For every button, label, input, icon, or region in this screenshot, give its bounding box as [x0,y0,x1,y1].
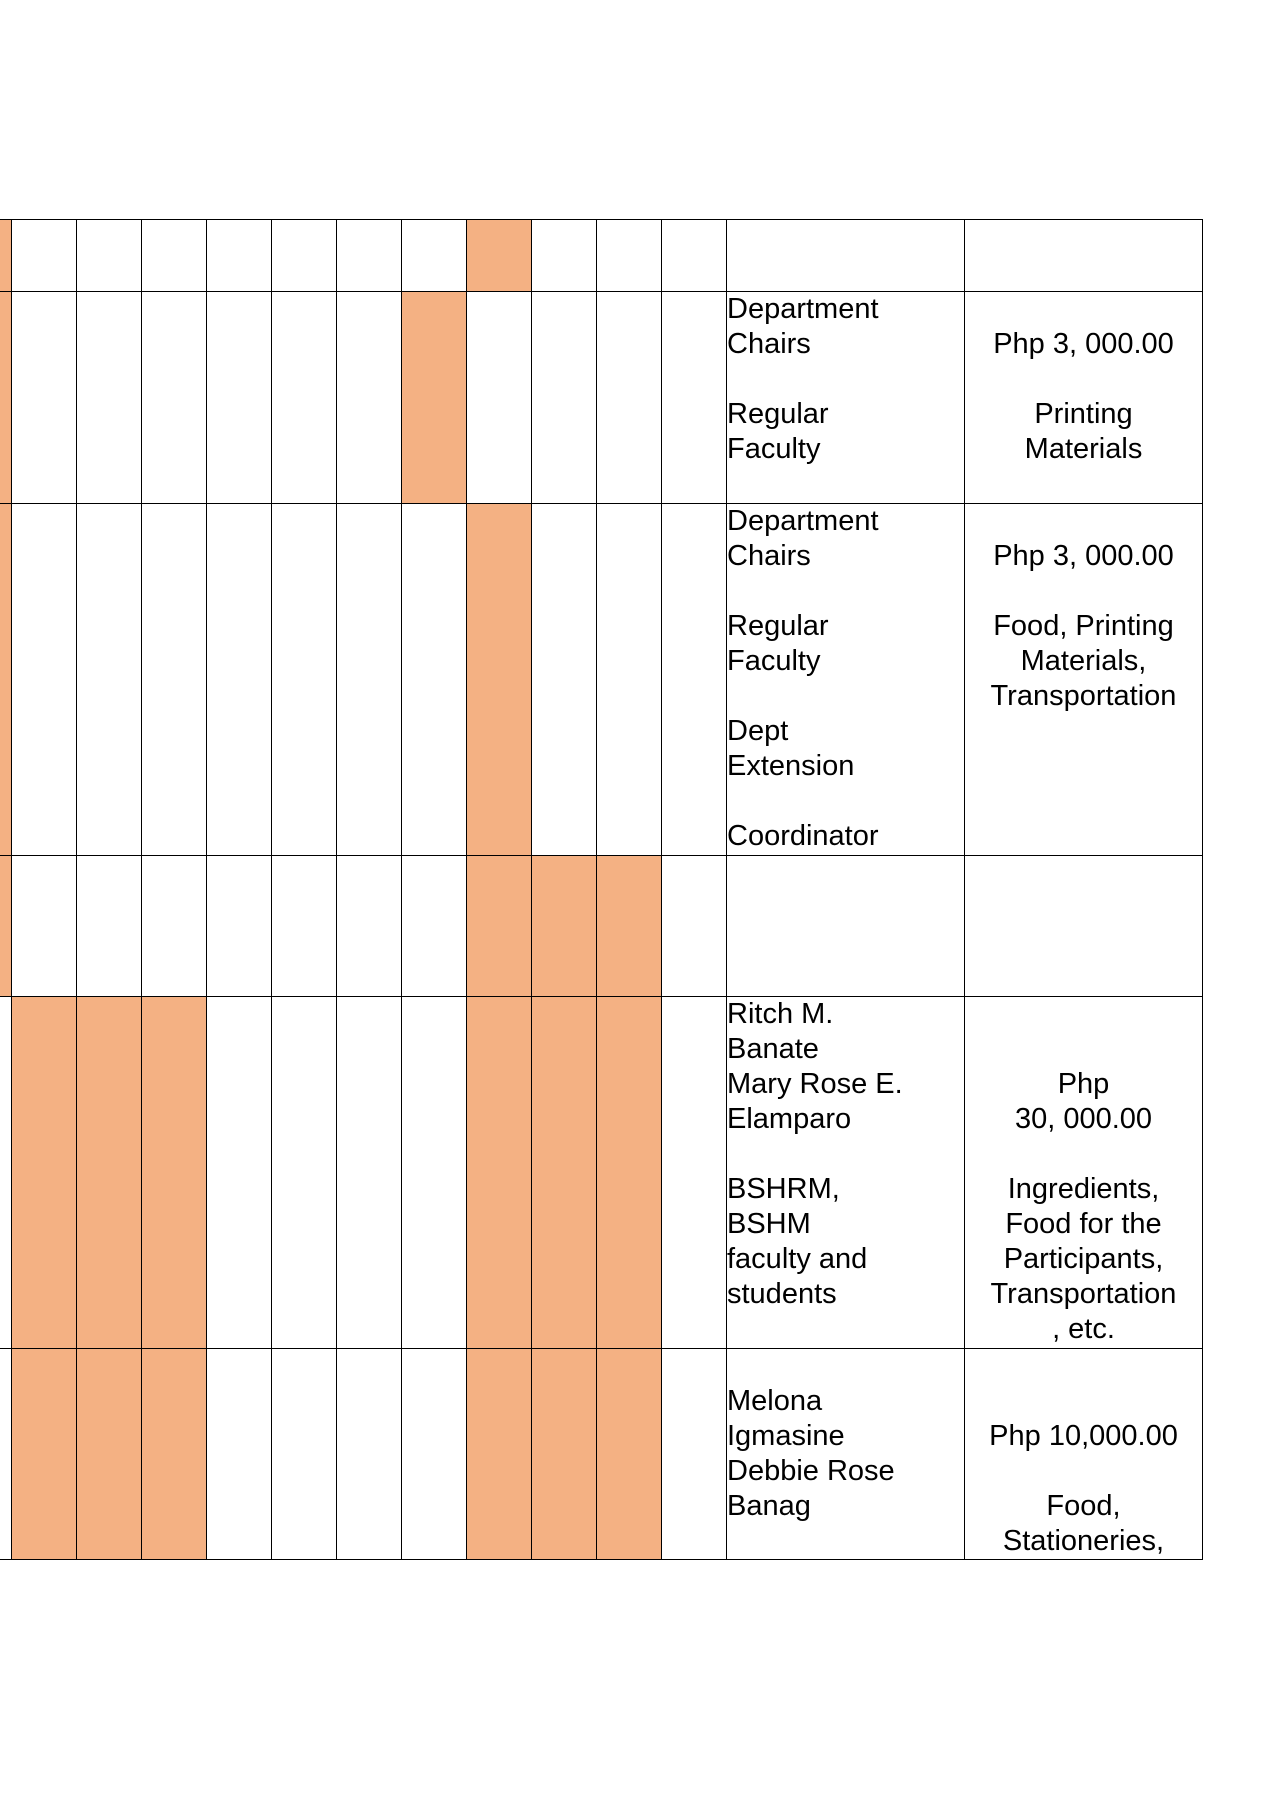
timeline-cell-shaded [532,997,597,1349]
timeline-cell [142,504,207,856]
timeline-cell-shaded [142,997,207,1349]
timeline-cell [77,292,142,504]
timeline-cell [207,997,272,1349]
timeline-cell-shaded [0,292,12,504]
timeline-cell-shaded [532,1349,597,1560]
timeline-cell [532,504,597,856]
timeline-cell [272,1349,337,1560]
timeline-cell-shaded [0,504,12,856]
budget-cell [965,856,1203,997]
timeline-cell [142,292,207,504]
persons-responsible-cell [727,220,965,292]
timeline-cell [12,856,77,997]
timeline-cell [532,292,597,504]
timeline-cell [402,1349,467,1560]
budget-cell [965,220,1203,292]
timeline-cell [402,220,467,292]
timeline-cell [272,220,337,292]
timeline-cell-shaded [12,997,77,1349]
timeline-cell-shaded [77,1349,142,1560]
timeline-cell-shaded [12,1349,77,1560]
budget-cell: Php 10,000.00 Food, Stationeries, [965,1349,1203,1560]
timeline-cell [272,997,337,1349]
table-row [0,220,1203,292]
persons-responsible-cell [727,856,965,997]
timeline-cell-shaded [467,856,532,997]
persons-responsible-cell: Melona Igmasine Debbie Rose Banag [727,1349,965,1560]
budget-cell: Php 3, 000.00 Food, Printing Materials, Transportation [965,504,1203,856]
timeline-cell [597,292,662,504]
timeline-cell [77,856,142,997]
timeline-cell [12,220,77,292]
timeline-cell-shaded [142,1349,207,1560]
timeline-cell [337,504,402,856]
timeline-cell-shaded [597,856,662,997]
timeline-cell [337,1349,402,1560]
table-row [0,1349,1203,1560]
timeline-cell-shaded [597,1349,662,1560]
timeline-cell [337,997,402,1349]
timeline-cell [337,220,402,292]
persons-responsible-cell: Ritch M. Banate Mary Rose E. Elamparo BSHRM, BSHM faculty and students [727,997,965,1349]
timeline-cell [662,292,727,504]
activity-schedule-table [0,219,1203,1560]
timeline-cell-shaded [467,220,532,292]
timeline-cell [207,292,272,504]
timeline-cell [207,856,272,997]
timeline-cell [272,504,337,856]
timeline-cell-shaded [532,856,597,997]
timeline-cell [272,292,337,504]
timeline-cell [337,856,402,997]
timeline-cell [337,292,402,504]
timeline-cell-shaded [0,856,12,997]
budget-cell: Php 3, 000.00 Printing Materials [965,292,1203,504]
timeline-cell [142,220,207,292]
timeline-cell [597,504,662,856]
timeline-cell [207,504,272,856]
timeline-cell [77,220,142,292]
timeline-cell-shaded [77,997,142,1349]
timeline-cell [662,220,727,292]
table-row [0,292,1203,504]
timeline-cell [272,856,337,997]
timeline-cell [532,220,597,292]
timeline-cell-shaded [467,1349,532,1560]
timeline-cell-shaded [402,292,467,504]
timeline-cell-shaded [0,220,12,292]
budget-cell: Php 30, 000.00 Ingredients, Food for the Participants, Transportation , etc. [965,997,1203,1349]
timeline-cell [207,1349,272,1560]
timeline-cell [142,856,207,997]
table-row [0,997,1203,1349]
persons-responsible-cell: Department Chairs Regular Faculty [727,292,965,504]
timeline-cell-shaded [467,997,532,1349]
timeline-cell [662,1349,727,1560]
timeline-cell [467,292,532,504]
timeline-cell-shaded [597,997,662,1349]
persons-responsible-cell: Department Chairs Regular Faculty Dept Extension Coordinator [727,504,965,856]
timeline-cell [597,220,662,292]
timeline-cell [402,997,467,1349]
timeline-cell [0,1349,12,1560]
timeline-cell [662,997,727,1349]
timeline-cell [77,504,142,856]
timeline-cell [12,504,77,856]
timeline-cell [662,856,727,997]
timeline-cell [0,997,12,1349]
timeline-cell-shaded [467,504,532,856]
table-row [0,856,1203,997]
timeline-cell [402,504,467,856]
timeline-cell [402,856,467,997]
timeline-cell [12,292,77,504]
timeline-cell [662,504,727,856]
timeline-cell [207,220,272,292]
table-row [0,504,1203,856]
